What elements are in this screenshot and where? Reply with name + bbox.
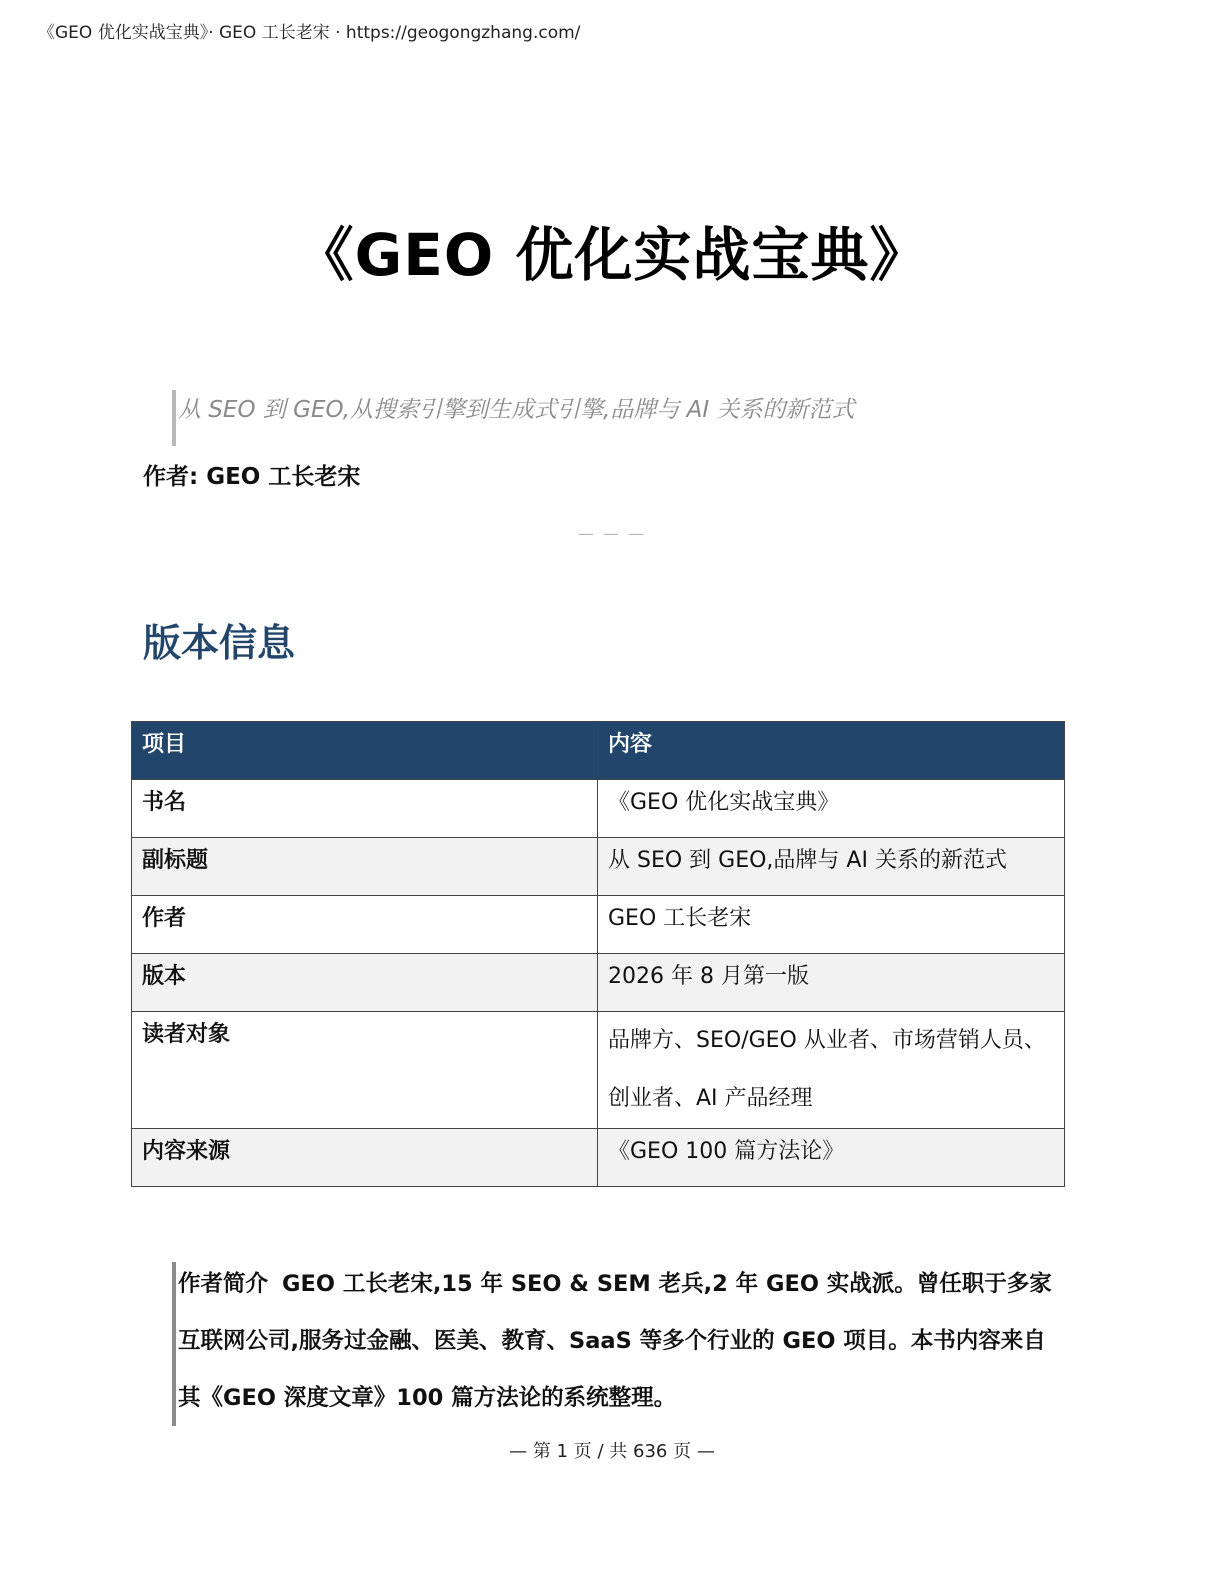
version-info-heading: 版本信息: [143, 621, 296, 665]
author-bio-label: 作者简介: [178, 1271, 269, 1297]
subtitle-text: 从 SEO 到 GEO,从搜索引擎到生成式引擎,品牌与 AI 关系的新范式: [178, 397, 855, 423]
row-key: 读者对象: [132, 1012, 598, 1129]
author-bio-paragraph: [178, 1256, 1064, 1427]
row-value: 2026 年 8 月第一版: [598, 954, 1065, 1012]
author-bio-text: GEO 工长老宋,15 年 SEO & SEM 老兵,2 年 GEO 实战派。曾任职于多家互联网公司,服务过金融、医美、教育、SaaS 等多个行业的 GEO 项目。本书内容来自其《GEO 深度文章》100 篇方法论的系统整理。: [178, 1271, 1052, 1411]
table-row: [132, 1012, 1065, 1129]
table-row: [132, 1129, 1065, 1187]
table-row: [132, 780, 1065, 838]
table-header-row: [132, 722, 1065, 780]
version-info-table: [131, 721, 1065, 1187]
row-key: 书名: [132, 780, 598, 838]
table-row: [132, 896, 1065, 954]
row-key: 作者: [132, 896, 598, 954]
running-header: 《GEO 优化实战宝典》· GEO 工长老宋 · https://geogongzhang.com/: [38, 23, 581, 43]
author-line: 作者: GEO 工长老宋: [143, 464, 361, 490]
column-header-item: 项目: [132, 722, 598, 780]
author-bio-block: [172, 1262, 1064, 1426]
row-value: 品牌方、SEO/GEO 从业者、市场营销人员、创业者、AI 产品经理: [598, 1012, 1065, 1129]
row-value: 从 SEO 到 GEO,品牌与 AI 关系的新范式: [598, 838, 1065, 896]
page-indicator: — 第 1 页 / 共 636 页 —: [509, 1441, 715, 1462]
column-header-content: 内容: [598, 722, 1065, 780]
row-value: GEO 工长老宋: [598, 896, 1065, 954]
document-title: 《GEO 优化实战宝典》: [295, 221, 929, 289]
table-row: [132, 954, 1065, 1012]
subtitle-quote: [172, 390, 854, 446]
row-key: 副标题: [132, 838, 598, 896]
row-key: 内容来源: [132, 1129, 598, 1187]
section-separator: — — —: [577, 524, 647, 543]
table-row: [132, 838, 1065, 896]
row-value: 《GEO 100 篇方法论》: [598, 1129, 1065, 1187]
row-value: 《GEO 优化实战宝典》: [598, 780, 1065, 838]
row-key: 版本: [132, 954, 598, 1012]
